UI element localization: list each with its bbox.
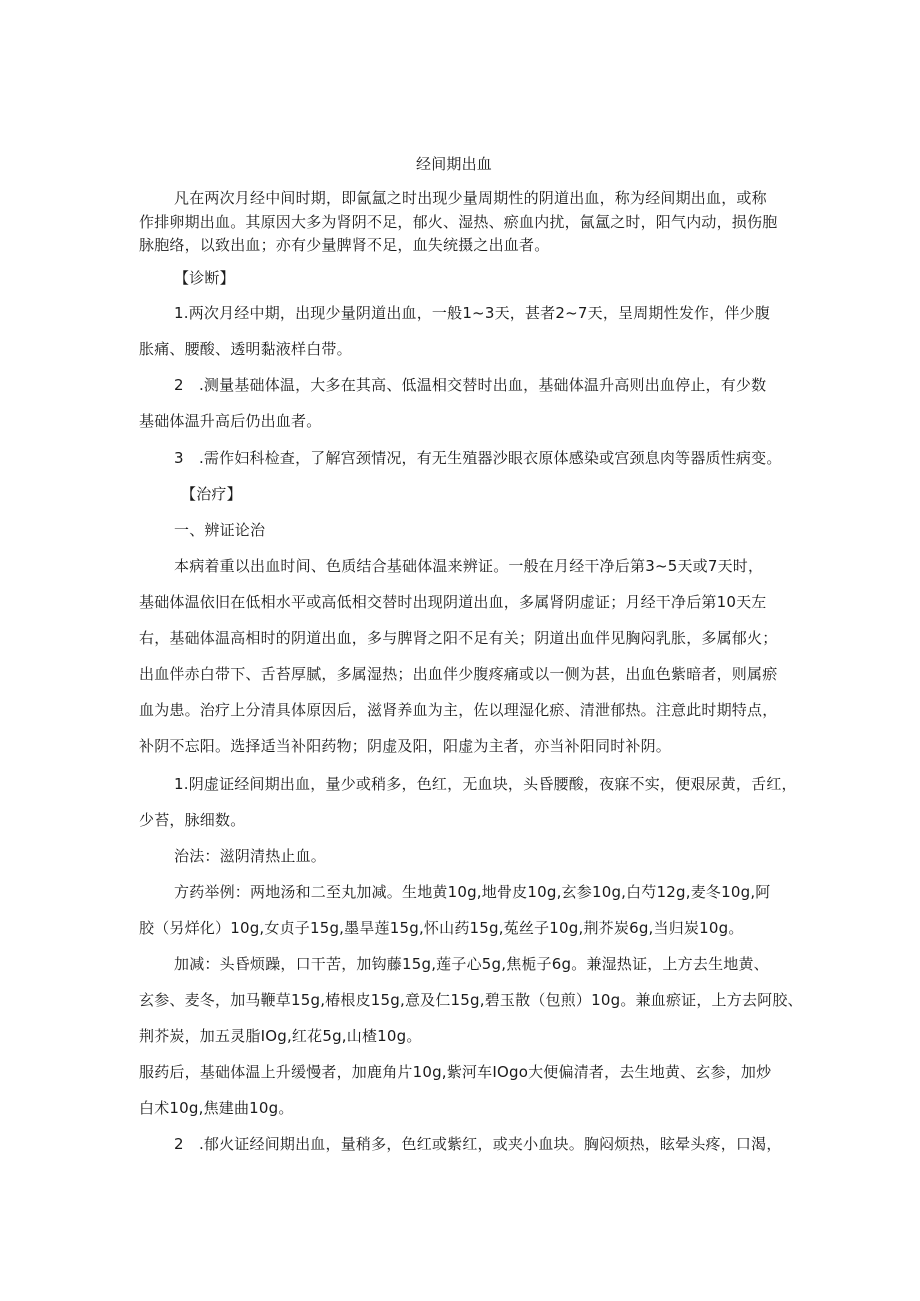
treatment-heading: 【治疗】	[181, 485, 242, 503]
intro-line: 凡在两次月经中间时期，即氤氲之时出现少量周期性的阴道出血，称为经间期出血，或称	[174, 189, 767, 207]
diagnosis-item: 2 .测量基础体温，大多在其高、低温相交替时出血，基础体温升高则出血停止，有少数	[174, 376, 767, 394]
modification-line: 加减：头昏烦躁，口干苦，加钩藤15g,莲子心5g,焦栀子6g。兼湿热证，上方去生地黄、	[174, 955, 769, 973]
body-line: 本病着重以出血时间、色质结合基础体温来辨证。一般在月经干净后第3~5天或7天时，	[174, 557, 764, 575]
body-line: 右，基础体温高相时的阴道出血，多与脾肾之阳不足有关；阴道出血伴见胸闷乳胀，多属郁火；	[139, 629, 778, 647]
modification-line: 玄参、麦冬，加马鞭草15g,椿根皮15g,意及仁15g,碧玉散（包煎）10g。兼血瘀证，上方去阿胶、	[139, 991, 803, 1009]
diagnosis-item: 胀痛、腰酸、透明黏液样白带。	[139, 340, 352, 358]
body-line: 补阴不忘阳。选择适当补阳药物；阴虚及阳，阳虚为主者，亦当补阳同时补阴。	[139, 737, 672, 755]
method-line: 治法：滋阴清热止血。	[174, 847, 327, 865]
formula-line: 方药举例：两地汤和二至丸加减。生地黄10g,地骨皮10g,玄参10g,白芍12g,麦冬10g,阿	[174, 883, 771, 901]
diagnosis-item: 1.两次月经中期，出现少量阴道出血，一般1~3天，甚者2~7天，呈周期性发作，伴少腹	[174, 304, 771, 322]
pattern-line: 1.阴虚证经间期出血，量少或稍多，色红，无血块，头昏腰酸，夜寐不实，便艰尿黄，舌红，	[174, 775, 797, 793]
intro-line: 脉胞络，以致出血；亦有少量脾肾不足，血失统摄之出血者。	[139, 236, 550, 254]
formula-line: 胶（另烊化）10g,女贞子15g,墨旱莲15g,怀山药15g,菟丝子10g,荆芥炭6g,当归炭10g。	[139, 919, 744, 937]
body-line: 血为患。治疗上分清具体原因后，滋肾养血为主，佐以理湿化瘀、清泄郁热。注意此时期特点，	[139, 701, 778, 719]
modification-line: 荆芥炭，加五灵脂IOg,红花5g,山楂10g。	[139, 1027, 422, 1045]
after-line: 服药后，基础体温上升缓慢者，加鹿角片10g,紫河车IOgo大便偏清者，去生地黄、玄参，加炒	[139, 1063, 772, 1081]
section-title: 一、辨证论治	[174, 521, 266, 539]
after-line: 白术10g,焦建曲10g。	[139, 1099, 294, 1117]
diagnosis-item: 3 .需作妇科检查，了解宫颈情况，有无生殖器沙眼衣原体感染或宫颈息肉等器质性病变。	[174, 449, 782, 467]
pattern-line: 2 .郁火证经间期出血，量稍多，色红或紫红，或夹小血块。胸闷烦热，眩晕头疼，口渴，	[174, 1135, 782, 1153]
body-line: 基础体温依旧在低相水平或高低相交替时出现阴道出血，多属肾阴虚证；月经干净后第10天左	[139, 593, 767, 611]
diagnosis-item: 基础体温升高后仍出血者。	[139, 412, 322, 430]
page-title: 经间期出血	[416, 155, 493, 173]
intro-line: 作排卵期出血。其原因大多为肾阴不足，郁火、湿热、瘀血内扰，氤氲之时，阳气内动，损伤胞	[139, 213, 778, 231]
pattern-line: 少苔，脉细数。	[139, 811, 246, 829]
diagnosis-heading: 【诊断】	[174, 269, 235, 287]
body-line: 出血伴赤白带下、舌苔厚腻，多属湿热；出血伴少腹疼痛或以一侧为甚，出血色紫暗者，则属瘀	[139, 665, 778, 683]
